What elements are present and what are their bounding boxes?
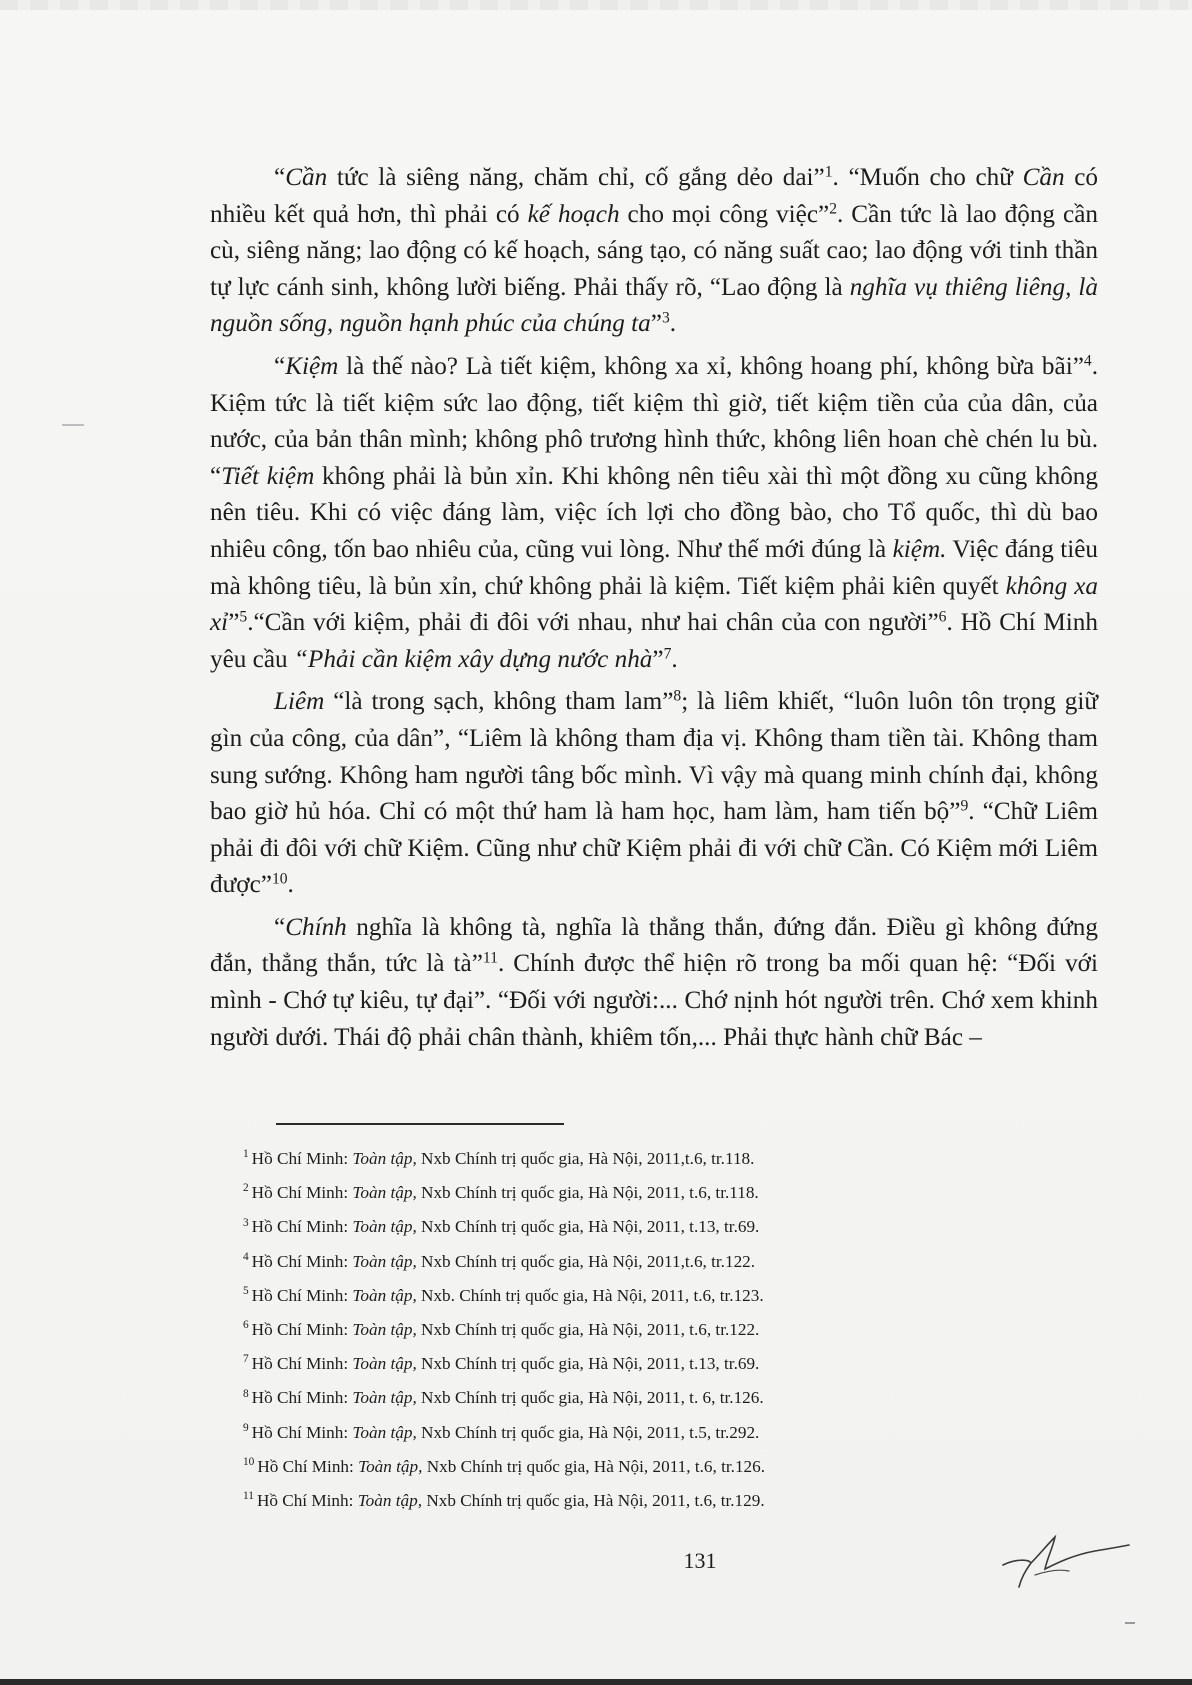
emphasis-text: Cần — [1022, 164, 1065, 191]
text-run: không phải là bủn xỉn. Khi không nên tiêu xài thì một đồng xu cũng không nên tiêu. Khi có việc đáng làm, việc ích lợi cho đồng bào, cho Tổ quốc, thì dù bao nhiêu công, tốn bao nhiêu của, cũng vui lòng. Như thế mới đúng là — [210, 462, 1098, 563]
footnote-ref: 4 — [1083, 352, 1092, 370]
footnote-separator — [276, 1123, 564, 1125]
text-run: Việc đáng tiêu mà không tiêu, là bủn xỉn, chứ không phải là kiệm. Tiết kiệm phải kiên quyết — [210, 535, 1098, 600]
footnote — [243, 1450, 1103, 1484]
footnote-source: Nxb. Chính trị quốc gia, Hà Nội, 2011, t.6, tr.123. — [416, 1285, 764, 1305]
footnote-author: Hồ Chí Minh: — [251, 1149, 353, 1168]
text-run: .“Cần với kiệm, phải đi đôi với nhau, như hai chân của con người” — [247, 609, 939, 637]
footnote-source: Nxb Chính trị quốc gia, Hà Nội, 2011, t.5, tr.292. — [416, 1422, 760, 1442]
emphasis-text: Chính — [285, 913, 347, 941]
text-run: ” — [650, 310, 662, 338]
text-run: . “Muốn cho chữ — [832, 164, 1023, 191]
text-run: ; là liêm khiết, “luôn luôn tôn trọng giữ gìn của công, của dân”, “Liêm là không tham địa vị. Không tham tiền tài. Không tham sung sướng. Không ham người tâng bốc mình. Vì vậy mà quang minh chính đại, không bao giờ hủ hóa. Chỉ có một thứ ham là ham học, ham làm, ham tiến bộ” — [210, 688, 1099, 826]
footnote-number: 3 — [243, 1216, 249, 1229]
margin-mark — [62, 424, 84, 426]
emphasis-text: không xa xỉ — [210, 572, 1099, 637]
emphasis-text: Liêm — [274, 688, 325, 716]
signature-scribble — [995, 1525, 1135, 1595]
footnote-source: Nxb Chính trị quốc gia, Hà Nội, 2011, t. 6, tr.126. — [416, 1388, 764, 1408]
footnote-ref: 1 — [824, 163, 833, 181]
emphasis-text: nghĩa vụ thiêng liêng, là nguồn sống, nguồn hạnh phúc của chúng ta — [210, 273, 1099, 338]
footnote — [243, 1381, 1103, 1415]
footnote-author: Hồ Chí Minh: — [256, 1491, 358, 1511]
emphasis-text: kiệm. — [892, 535, 947, 563]
footnote-source: Nxb Chính trị quốc gia, Hà Nội, 2011, t.6, tr.129. — [422, 1491, 765, 1511]
emphasis-text: Tiết kiệm — [221, 462, 315, 490]
footnote-title: Toàn tập, — [352, 1183, 417, 1203]
page-number: 131 — [683, 1548, 717, 1573]
footnote-author: Hồ Chí Minh: — [251, 1251, 353, 1271]
footnote-ref: 10 — [271, 870, 288, 888]
footnote-title: Toàn tập, — [352, 1320, 417, 1340]
footnote-number: 6 — [243, 1319, 249, 1332]
footnote-title: Toàn tập, — [357, 1491, 423, 1511]
footnote — [243, 1347, 1103, 1381]
footnote — [243, 1245, 1103, 1279]
scan-top-edge — [0, 0, 1192, 10]
emphasis-text: Cần — [285, 164, 328, 191]
footnote-ref: 5 — [239, 608, 248, 626]
emphasis-text: kế hoạch — [527, 200, 620, 228]
text-run: . Hồ Chí Minh yêu cầu — [210, 609, 1098, 673]
text-run: “ — [274, 352, 286, 380]
footnote — [243, 1313, 1103, 1347]
text-run: là thế nào? Là tiết kiệm, không xa xỉ, không hoang phí, không bừa bãi” — [338, 352, 1084, 380]
footnote-source: Nxb Chính trị quốc gia, Hà Nội, 2011, t.6, tr.126. — [422, 1456, 766, 1476]
footnote-number: 4 — [243, 1250, 249, 1263]
footnote-author: Hồ Chí Minh: — [251, 1354, 353, 1374]
margin-tick — [1125, 1622, 1135, 1624]
footnote-source: Nxb Chính trị quốc gia, Hà Nội, 2011, t.6, tr.118. — [416, 1183, 759, 1203]
text-run: “ — [274, 913, 286, 941]
text-run: . Chính được thể hiện rõ trong ba mối quan hệ: “Đối với mình - Chớ tự kiêu, tự đại”. “Đối với người:... Chớ nịnh hót người trên. Chớ xem khinh người dưới. Thái độ phải chân thành, khiêm tốn,... Phải thực hành chữ Bác – — [210, 950, 1098, 1051]
body-text — [210, 160, 1098, 1056]
text-run: có nhiều kết quả hơn, thì phải có — [210, 164, 1098, 228]
text-run: cho mọi công việc” — [619, 200, 830, 228]
footnote — [243, 1142, 1103, 1176]
footnote-author: Hồ Chí Minh: — [251, 1422, 353, 1442]
footnote-source: Nxb Chính trị quốc gia, Hà Nội, 2011, t.6, tr.122. — [416, 1320, 760, 1340]
footnote-ref: 7 — [663, 645, 672, 663]
footnote — [243, 1484, 1103, 1518]
footnote-title: Toàn tập, — [352, 1251, 417, 1271]
footnote-number: 5 — [243, 1285, 249, 1298]
text-run: . — [287, 871, 294, 899]
scan-bottom-edge — [0, 1679, 1192, 1685]
footnote-number: 1 — [243, 1148, 249, 1161]
text-run: ” — [652, 645, 664, 673]
footnote-author: Hồ Chí Minh: — [251, 1388, 353, 1408]
footnote-title: Toàn tập, — [358, 1456, 423, 1476]
footnote-source: Nxb Chính trị quốc gia, Hà Nội, 2011, t.13, tr.69. — [416, 1354, 760, 1374]
footnote-source: Nxb Chính trị quốc gia, Hà Nội, 2011, t.13, tr.69. — [416, 1217, 760, 1237]
footnote-number: 8 — [243, 1387, 249, 1400]
text-run: . “Chữ Liêm phải đi đôi với chữ Kiệm. Cũng như chữ Kiệm phải đi với chữ Cần. Có Kiệm mới Liêm được” — [210, 798, 1098, 899]
footnote-number: 2 — [243, 1182, 249, 1195]
text-run: . — [671, 645, 678, 673]
text-run: “ — [274, 164, 286, 191]
footnote-author: Hồ Chí Minh: — [251, 1320, 353, 1340]
footnote-title: Toàn tập, — [352, 1422, 417, 1442]
footnote-ref: 3 — [661, 309, 670, 327]
footnote-number: 10 — [243, 1456, 255, 1469]
footnote-source: Nxb Chính trị quốc gia, Hà Nội, 2011,t.6, tr.122. — [416, 1251, 756, 1271]
emphasis-text: “Phải cần kiệm xây dựng nước nhà — [293, 645, 653, 673]
footnote-ref: 9 — [960, 797, 969, 815]
paragraph — [210, 910, 1098, 1056]
footnote-author: Hồ Chí Minh: — [251, 1285, 353, 1305]
footnote-number: 7 — [243, 1353, 249, 1366]
text-run: “là trong sạch, không tham lam” — [324, 688, 674, 716]
footnote-title: Toàn tập, — [352, 1354, 417, 1374]
text-run: . Cần tức là lao động cần cù, siêng năng; lao động có kế hoạch, sáng tạo, có năng suất cao; lao động với tinh thần tự lực cánh sinh, không lười biếng. Phải thấy rõ, “Lao động là — [210, 200, 1098, 301]
text-run: . — [669, 310, 677, 338]
footnote-ref: 8 — [673, 687, 682, 705]
footnote-number: 11 — [243, 1490, 254, 1503]
emphasis-text: Kiệm — [285, 352, 339, 380]
footnote-ref: 11 — [482, 949, 498, 967]
footnote — [243, 1279, 1103, 1313]
text-run: . Kiệm tức là tiết kiệm sức lao động, tiết kiệm thì giờ, tiết kiệm tiền của của dân, của nước, của bản thân mình; không phô trương hình thức, không liên hoan chè chén lu bù. “ — [210, 352, 1098, 490]
footnote-title: Toàn tập, — [352, 1388, 417, 1408]
footnotes — [243, 1142, 1103, 1518]
paragraph — [210, 684, 1098, 904]
paragraph — [210, 160, 1098, 343]
text-run: ” — [228, 609, 240, 637]
footnote-author: Hồ Chí Minh: — [251, 1183, 353, 1203]
text-run: tức là siêng năng, chăm chỉ, cố gắng dẻo dai” — [327, 164, 825, 191]
footnote-ref: 2 — [829, 200, 837, 218]
footnote-source: Nxb Chính trị quốc gia, Hà Nội, 2011,t.6, tr.118. — [416, 1149, 755, 1168]
footnote-author: Hồ Chí Minh: — [251, 1217, 353, 1237]
paragraph — [210, 349, 1098, 678]
footnote-title: Toàn tập, — [352, 1285, 417, 1305]
footnote-title: Toàn tập, — [352, 1217, 417, 1237]
footnote — [243, 1416, 1103, 1450]
footnote — [243, 1176, 1103, 1210]
footnote-number: 9 — [243, 1421, 249, 1434]
footnote-title: Toàn tập, — [352, 1149, 417, 1168]
text-run: nghĩa là không tà, nghĩa là thẳng thắn, đứng đắn. Điều gì không đứng đắn, thẳng thắn, tức là tà” — [210, 913, 1098, 978]
footnote-ref: 6 — [938, 608, 947, 626]
footnote — [243, 1210, 1103, 1244]
footnote-author: Hồ Chí Minh: — [257, 1456, 359, 1476]
